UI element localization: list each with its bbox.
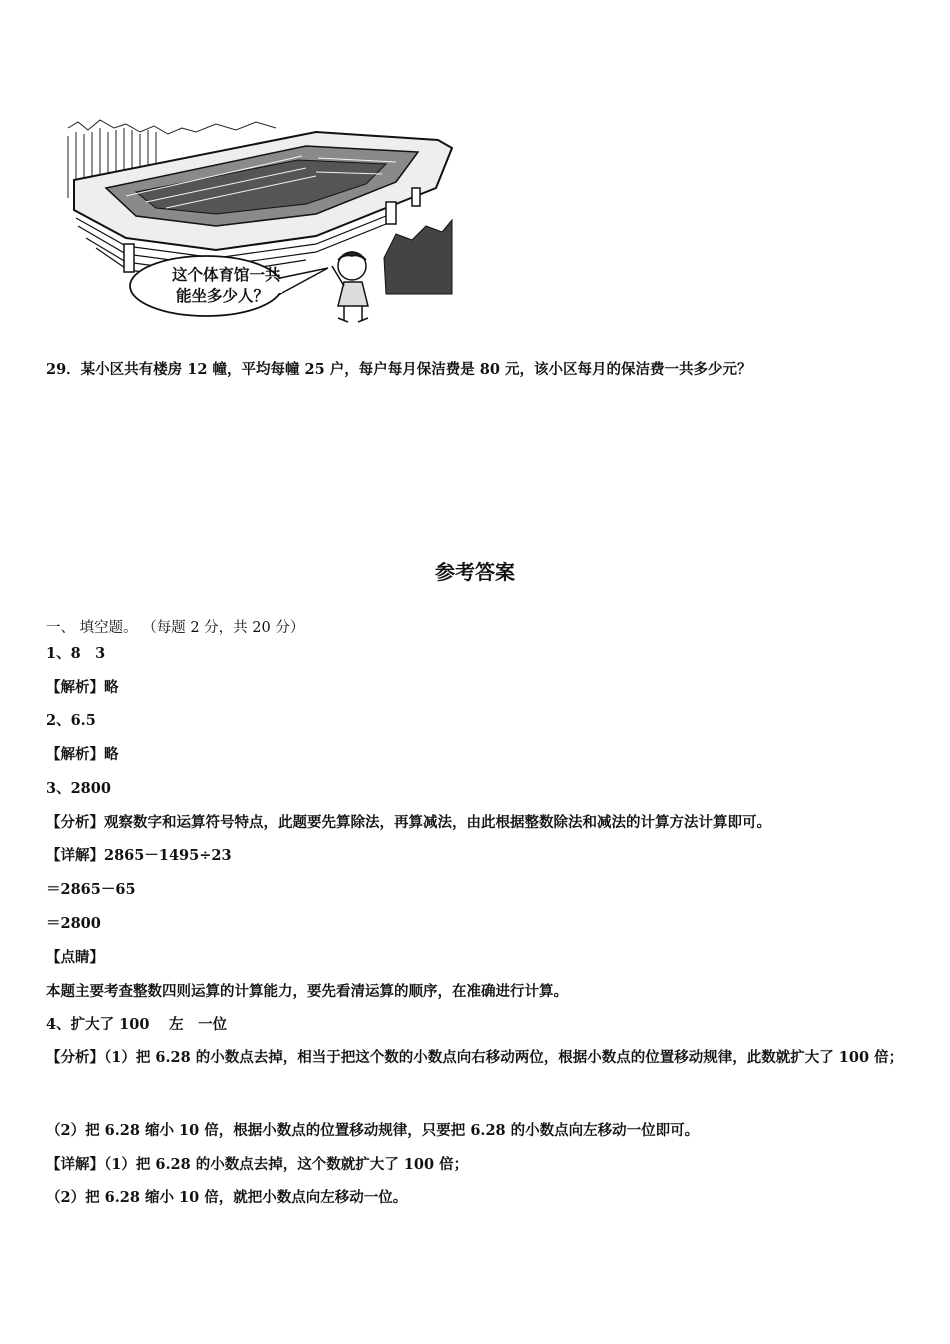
answer-line: 【分析】观察数字和运算符号特点，此题要先算除法，再算减法，由此根据整数除法和减法的计算方法计算即可。	[46, 814, 771, 831]
answer-line: 2、6.5	[46, 712, 96, 729]
answer-line: ＝2865－65	[46, 881, 136, 898]
stadium-illustration	[66, 118, 454, 330]
question-29: 29．某小区共有楼房 12 幢，平均每幢 25 户，每户每月保洁费是 80 元，该小区每月的保洁费一共多少元？	[46, 361, 752, 378]
page-title: 参考答案	[435, 560, 515, 584]
answer-line: （2）把 6.28 缩小 10 倍，就把小数点向左移动一位。	[46, 1189, 408, 1206]
answer-line: 1、8 3	[46, 645, 106, 662]
speech-line-1: 这个体育馆一共	[172, 266, 281, 284]
answer-line: 【点睛】	[46, 949, 104, 966]
answer-line: ＝2800	[46, 915, 101, 932]
speech-line-2: 能坐多少人？	[176, 287, 270, 305]
answer-line: 本题主要考查整数四则运算的计算能力，要先看清运算的顺序，在准确进行计算。	[46, 983, 568, 1000]
answer-line: 4、扩大了 100 左 一位	[46, 1016, 227, 1033]
speech-bubble-text	[172, 265, 281, 307]
answer-line: 【详解】（1）把 6.28 的小数点去掉，这个数就扩大了 100 倍；	[46, 1156, 469, 1173]
answer-line: 【分析】（1）把 6.28 的小数点去掉，相当于把这个数的小数点向右移动两位，根据小数点的位置移动规律，此数就扩大了 100 倍；	[46, 1049, 904, 1066]
answer-line: （2）把 6.28 缩小 10 倍，根据小数点的位置移动规律，只要把 6.28 的小数点向左移动一位即可。	[46, 1122, 700, 1139]
answer-line: 3、2800	[46, 780, 111, 797]
answer-line: 【解析】略	[46, 746, 119, 763]
answer-line: 【详解】2865－1495÷23	[46, 847, 232, 864]
section-heading: 一、 填空题。 （每题 2 分，共 20 分）	[46, 620, 305, 636]
answer-line: 【解析】略	[46, 679, 119, 696]
